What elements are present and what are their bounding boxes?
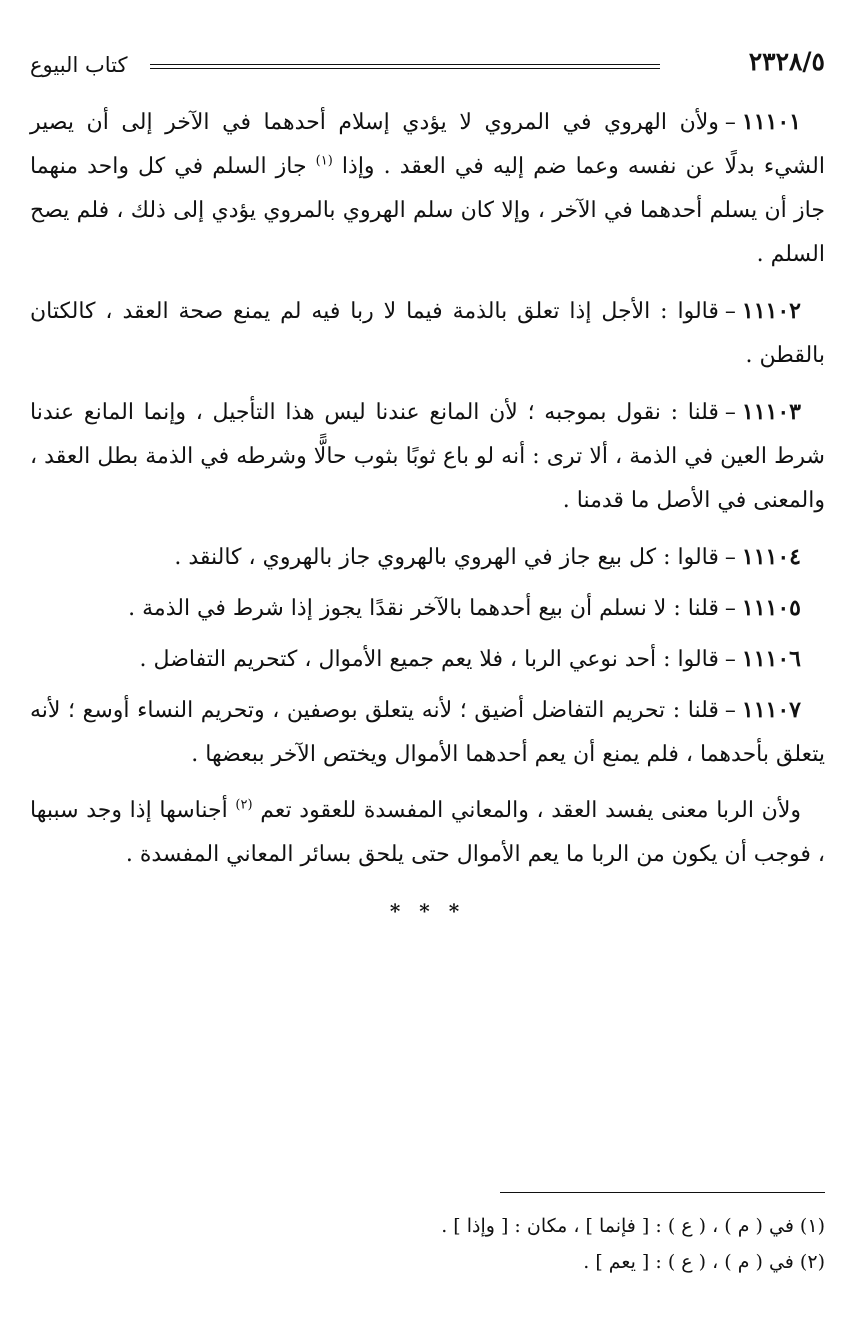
- footnote-2: (٢) في ( م ) ، ( ع ) : [ يعم ] .: [583, 1251, 825, 1273]
- footnote-rule: [500, 1192, 825, 1193]
- page-header: [30, 44, 825, 84]
- paragraph-text: قلنا : لا نسلم أن بيع أحدهما بالآخر نقدًا يجوز إذا شرط في الذمة .: [128, 596, 719, 621]
- paragraph-11105: [30, 586, 825, 631]
- paragraph-text: أجناسها إذا وجد سببها ، فوجب أن يكون من الربا ما يعم الأموال حتى يلحق بسائر المعاني المفسدة .: [30, 798, 825, 867]
- paragraph-number: ١١١٠٧: [741, 697, 801, 723]
- paragraph-11101: [30, 100, 825, 277]
- footnote-reference: (١): [315, 153, 333, 169]
- book-title: كتاب البيوع: [30, 53, 128, 77]
- footnote-reference: (٢): [235, 797, 253, 813]
- paragraph-11103: [30, 390, 825, 523]
- section-separator: * * *: [389, 899, 466, 923]
- dash: –: [724, 596, 736, 621]
- header-rule: [150, 64, 660, 69]
- dash: –: [724, 698, 736, 723]
- paragraph-number: ١١١٠٣: [741, 399, 801, 425]
- dash: –: [724, 110, 736, 135]
- paragraph-11104: [30, 535, 825, 580]
- dash: –: [724, 647, 736, 672]
- paragraph-11102: [30, 289, 825, 378]
- paragraph-number: ١١١٠٢: [741, 298, 801, 324]
- paragraph-text: جاز السلم في كل واحد منهما جاز أن يسلم أحدهما في الآخر ، وإلا كان سلم الهروي بالمروي يؤدي إلى ذلك ، فلم يصح السلم .: [30, 154, 825, 267]
- dash: –: [724, 299, 736, 324]
- paragraph-text: قالوا : الأجل إذا تعلق بالذمة فيما لا ربا فيه لم يمنع صحة العقد ، كالكتان بالقطن .: [30, 299, 825, 368]
- footnote-1: (١) في ( م ) ، ( ع ) : [ فإنما ] ، مكان : [ وإذا ] .: [441, 1215, 825, 1237]
- paragraph-11107: [30, 688, 825, 777]
- paragraph-text: قالوا : كل بيع جاز في الهروي بالهروي جاز بالهروي ، كالنقد .: [174, 545, 719, 570]
- dash: –: [724, 400, 736, 425]
- page-number: ٢٣٢٨/٥: [748, 47, 825, 76]
- paragraph-number: ١١١٠٦: [741, 646, 801, 672]
- paragraph-text: ولأن الهروي في المروي لا يؤدي إسلام أحدهما في الآخر إلى أن يصير الشيء بدلًا عن نفسه وعما ضم إليه في العقد . وإذا: [30, 110, 825, 179]
- paragraph-text: قلنا : تحريم التفاضل أضيق ؛ لأنه يتعلق بوصفين ، وتحريم النساء أوسع ؛ لأنه يتعلق بأحدهما ، فلم يمنع أن يعم أحدهما الأموال ويختص الآخر ببعضها .: [30, 698, 825, 767]
- paragraph-text: ولأن الربا معنى يفسد العقد ، والمعاني المفسدة للعقود تعم: [260, 798, 801, 823]
- closing-paragraph: [30, 789, 825, 877]
- paragraph-text: قلنا : نقول بموجبه ؛ لأن المانع عندنا ليس هذا التأجيل ، وإنما المانع عندنا شرط العين في الذمة ، ألا ترى : أنه لو باع ثوبًا بثوب حالًّا وشرطه في الذمة بطل العقد ، والمعنى في الأصل ما قدمنا .: [30, 400, 825, 513]
- paragraph-number: ١١١٠٤: [741, 544, 801, 570]
- paragraph-number: ١١١٠١: [741, 109, 801, 135]
- paragraph-text: قالوا : أحد نوعي الربا ، فلا يعم جميع الأموال ، كتحريم التفاضل .: [139, 647, 719, 672]
- footnotes: [30, 1208, 825, 1280]
- dash: –: [724, 545, 736, 570]
- paragraph-11106: [30, 637, 825, 682]
- paragraph-number: ١١١٠٥: [741, 595, 801, 621]
- main-text: [30, 100, 825, 933]
